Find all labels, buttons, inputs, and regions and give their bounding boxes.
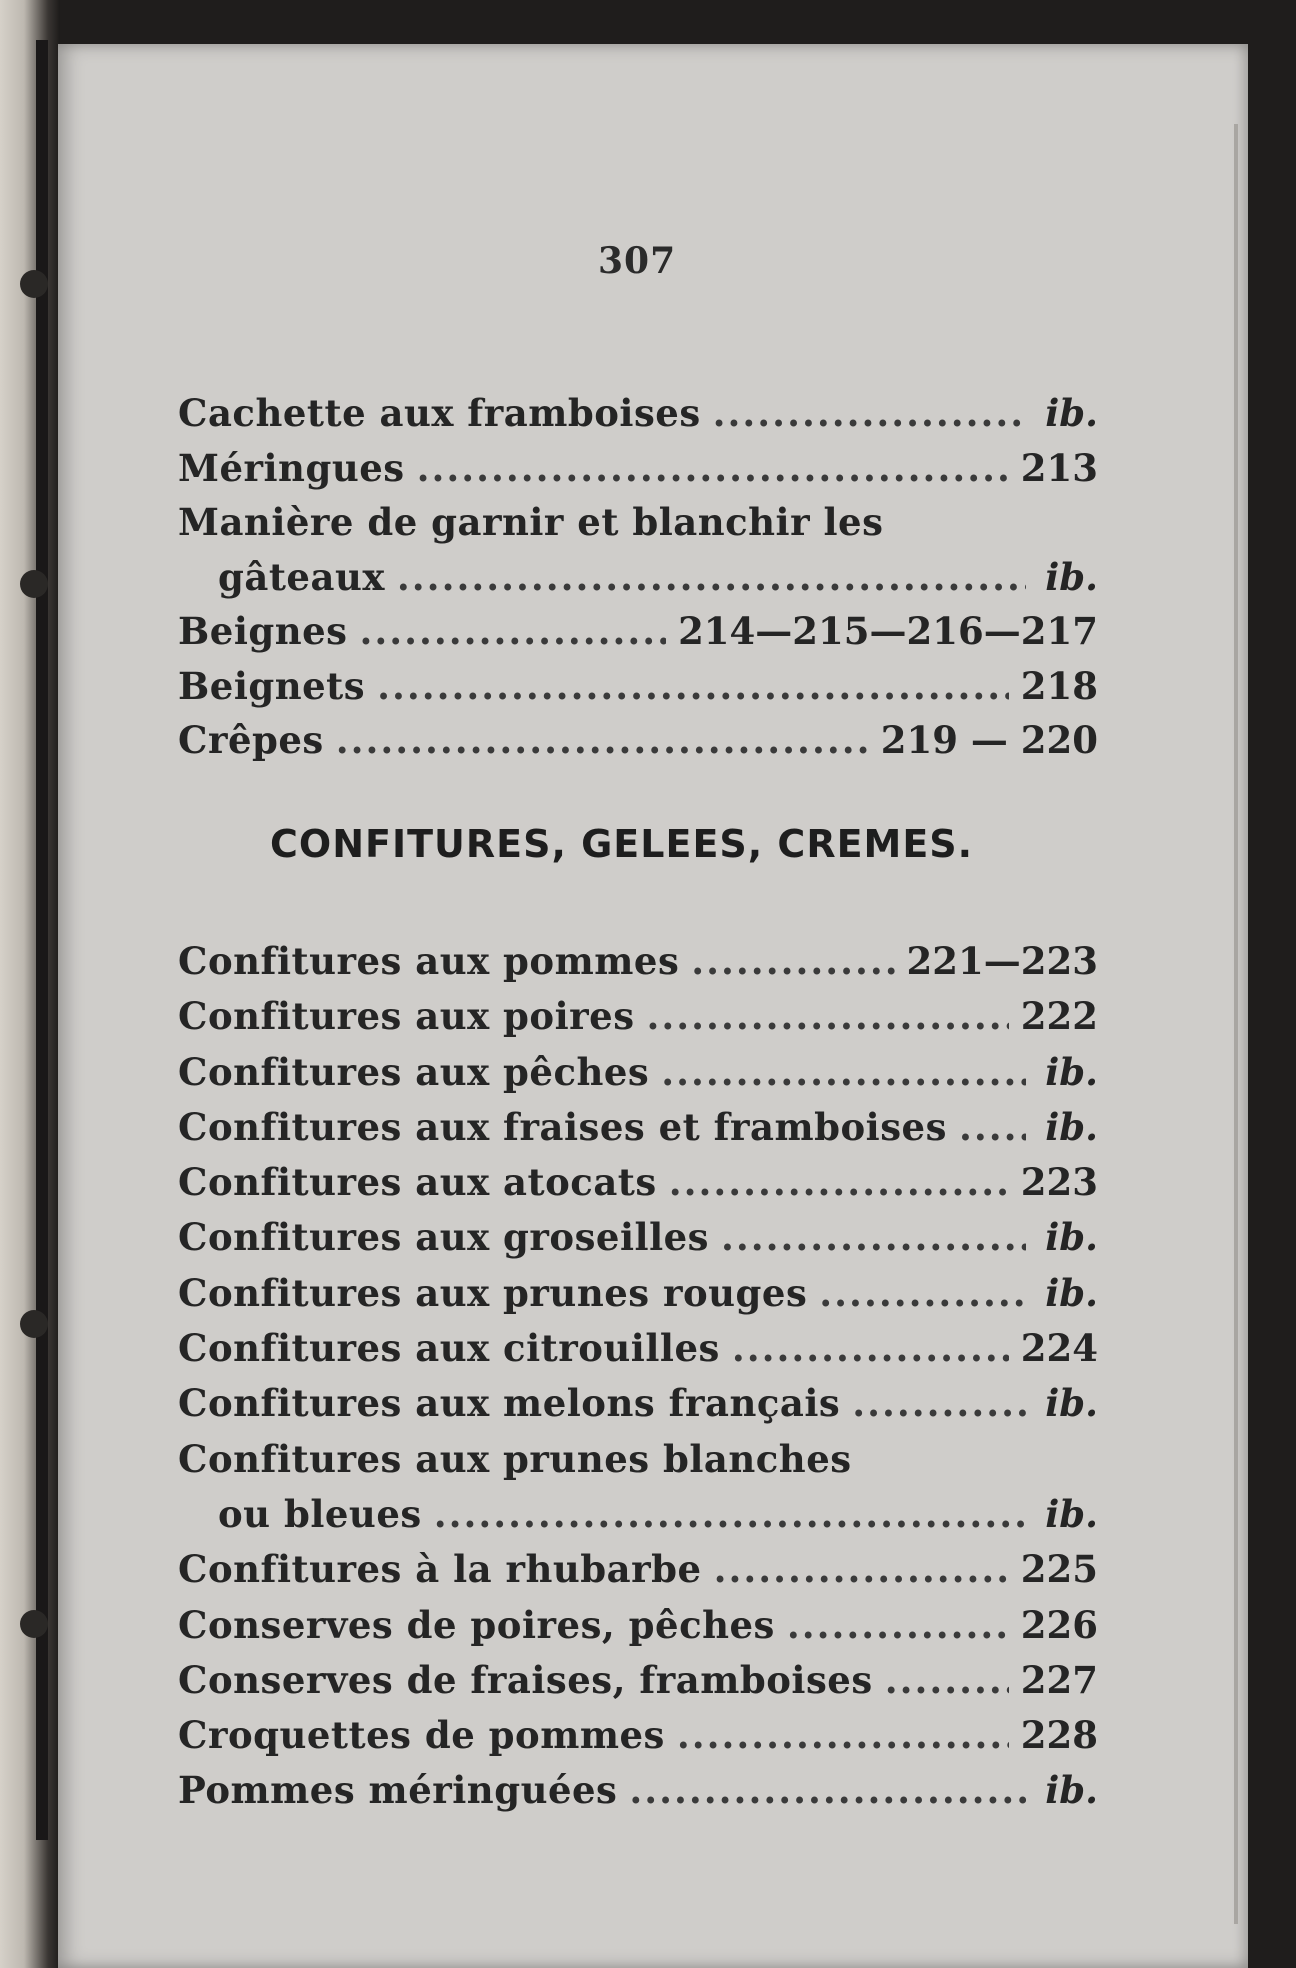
index-entry bbox=[178, 1598, 1098, 1653]
index-entry bbox=[178, 1708, 1098, 1763]
index-entry bbox=[178, 1266, 1098, 1321]
leader-dots bbox=[397, 550, 1026, 605]
index-list-confitures bbox=[178, 934, 1098, 1819]
entry-pages: ib. bbox=[1045, 1491, 1098, 1536]
entry-title: Confitures aux pommes bbox=[178, 939, 680, 983]
leader-dots bbox=[434, 1487, 1026, 1542]
leader-dots bbox=[713, 386, 1026, 441]
entry-pages: 223 bbox=[1020, 1160, 1098, 1205]
entry-title: Croquettes de pommes bbox=[178, 1713, 665, 1758]
entry-pages: ib. bbox=[1045, 1768, 1098, 1813]
entry-title: Conserves de poires, pêches bbox=[178, 1602, 775, 1647]
entry-title: Confitures aux groseilles bbox=[178, 1215, 710, 1260]
index-entry bbox=[178, 1487, 1098, 1542]
entry-title: ou bleues bbox=[218, 1491, 422, 1536]
entry-title: Confitures aux prunes rouges bbox=[178, 1270, 808, 1315]
entry-title: Cachette aux framboises bbox=[178, 391, 701, 435]
entry-pages: 224 bbox=[1020, 1326, 1098, 1371]
entry-title: Conserves de fraises, framboises bbox=[178, 1657, 873, 1702]
entry-pages: ib. bbox=[1045, 391, 1098, 435]
entry-title: Confitures à la rhubarbe bbox=[178, 1547, 702, 1592]
leader-dots bbox=[714, 1542, 1009, 1597]
index-entry bbox=[178, 659, 1098, 714]
entry-title: Confitures aux pêches bbox=[178, 1049, 650, 1094]
index-entry bbox=[178, 441, 1098, 496]
binding-thread bbox=[36, 40, 48, 1840]
entry-title: Confitures aux fraises et framboises bbox=[178, 1104, 947, 1149]
entry-title: Confitures aux prunes blanches bbox=[178, 1436, 852, 1481]
entry-title: gâteaux bbox=[218, 554, 385, 599]
entry-pages: ib. bbox=[1045, 1215, 1098, 1260]
entry-title: Confitures aux citrouilles bbox=[178, 1326, 720, 1371]
index-entry bbox=[178, 550, 1098, 605]
entry-pages: 222 bbox=[1020, 994, 1098, 1039]
leader-dots bbox=[819, 1266, 1026, 1321]
entry-pages: ib. bbox=[1045, 1270, 1098, 1315]
entry-pages: 213 bbox=[1020, 445, 1098, 490]
leader-dots bbox=[669, 1155, 1009, 1210]
leader-dots bbox=[721, 1210, 1026, 1265]
entry-pages: 218 bbox=[1020, 663, 1098, 708]
leader-dots bbox=[661, 1045, 1026, 1100]
index-entry bbox=[178, 1653, 1098, 1708]
index-entry bbox=[178, 1155, 1098, 1210]
binding-knot bbox=[20, 1610, 48, 1638]
leader-dots bbox=[360, 604, 667, 659]
entry-pages: 219 — 220 bbox=[880, 718, 1098, 762]
binding-knot bbox=[20, 270, 48, 298]
leader-dots bbox=[691, 934, 894, 989]
index-entry bbox=[178, 386, 1098, 441]
leader-dots bbox=[336, 713, 869, 768]
book-page bbox=[58, 44, 1248, 1968]
index-entry bbox=[178, 1045, 1098, 1100]
entry-title: Beignets bbox=[178, 663, 366, 708]
leader-dots bbox=[787, 1598, 1009, 1653]
entry-pages: 214—215—216—217 bbox=[678, 609, 1098, 653]
entry-pages: 228 bbox=[1020, 1713, 1098, 1758]
leader-dots bbox=[677, 1708, 1009, 1763]
index-entry bbox=[178, 713, 1098, 768]
leader-dots bbox=[732, 1321, 1009, 1376]
entry-title: Confitures aux melons français bbox=[178, 1381, 841, 1426]
leader-dots bbox=[377, 659, 1009, 714]
entry-title: Manière de garnir et blanchir les bbox=[178, 500, 884, 544]
entry-pages: 226 bbox=[1020, 1602, 1098, 1647]
section-heading: CONFITURES, GELEES, CREMES. bbox=[270, 822, 974, 866]
binding-knot bbox=[20, 1310, 48, 1338]
leader-dots bbox=[852, 1376, 1026, 1431]
entry-title: Beignes bbox=[178, 609, 348, 653]
entry-pages: ib. bbox=[1045, 554, 1098, 599]
index-entry bbox=[178, 1376, 1098, 1431]
index-list-top bbox=[178, 386, 1098, 768]
entry-pages: ib. bbox=[1045, 1104, 1098, 1149]
leader-dots bbox=[629, 1763, 1026, 1818]
index-entry bbox=[178, 495, 1098, 550]
entry-pages: ib. bbox=[1045, 1381, 1098, 1426]
index-entry bbox=[178, 989, 1098, 1044]
page-number: 307 bbox=[598, 240, 677, 282]
entry-pages: ib. bbox=[1045, 1049, 1098, 1094]
entry-pages: 221—223 bbox=[906, 939, 1098, 983]
entry-pages: 227 bbox=[1020, 1657, 1098, 1702]
leader-dots bbox=[417, 441, 1009, 496]
page-edge bbox=[1234, 124, 1238, 1924]
binding-knot bbox=[20, 570, 48, 598]
entry-pages: 225 bbox=[1020, 1547, 1098, 1592]
index-entry bbox=[178, 934, 1098, 989]
leader-dots bbox=[885, 1653, 1009, 1708]
index-entry bbox=[178, 1542, 1098, 1597]
entry-title: Crêpes bbox=[178, 718, 324, 762]
index-entry bbox=[178, 1100, 1098, 1155]
entry-title: Méringues bbox=[178, 445, 405, 490]
index-entry bbox=[178, 1321, 1098, 1376]
entry-title: Pommes méringuées bbox=[178, 1768, 618, 1813]
entry-title: Confitures aux poires bbox=[178, 994, 635, 1039]
index-entry bbox=[178, 604, 1098, 659]
index-entry bbox=[178, 1432, 1098, 1487]
index-entry bbox=[178, 1210, 1098, 1265]
leader-dots bbox=[647, 989, 1009, 1044]
leader-dots bbox=[959, 1100, 1026, 1155]
entry-title: Confitures aux atocats bbox=[178, 1160, 657, 1205]
index-entry bbox=[178, 1763, 1098, 1818]
